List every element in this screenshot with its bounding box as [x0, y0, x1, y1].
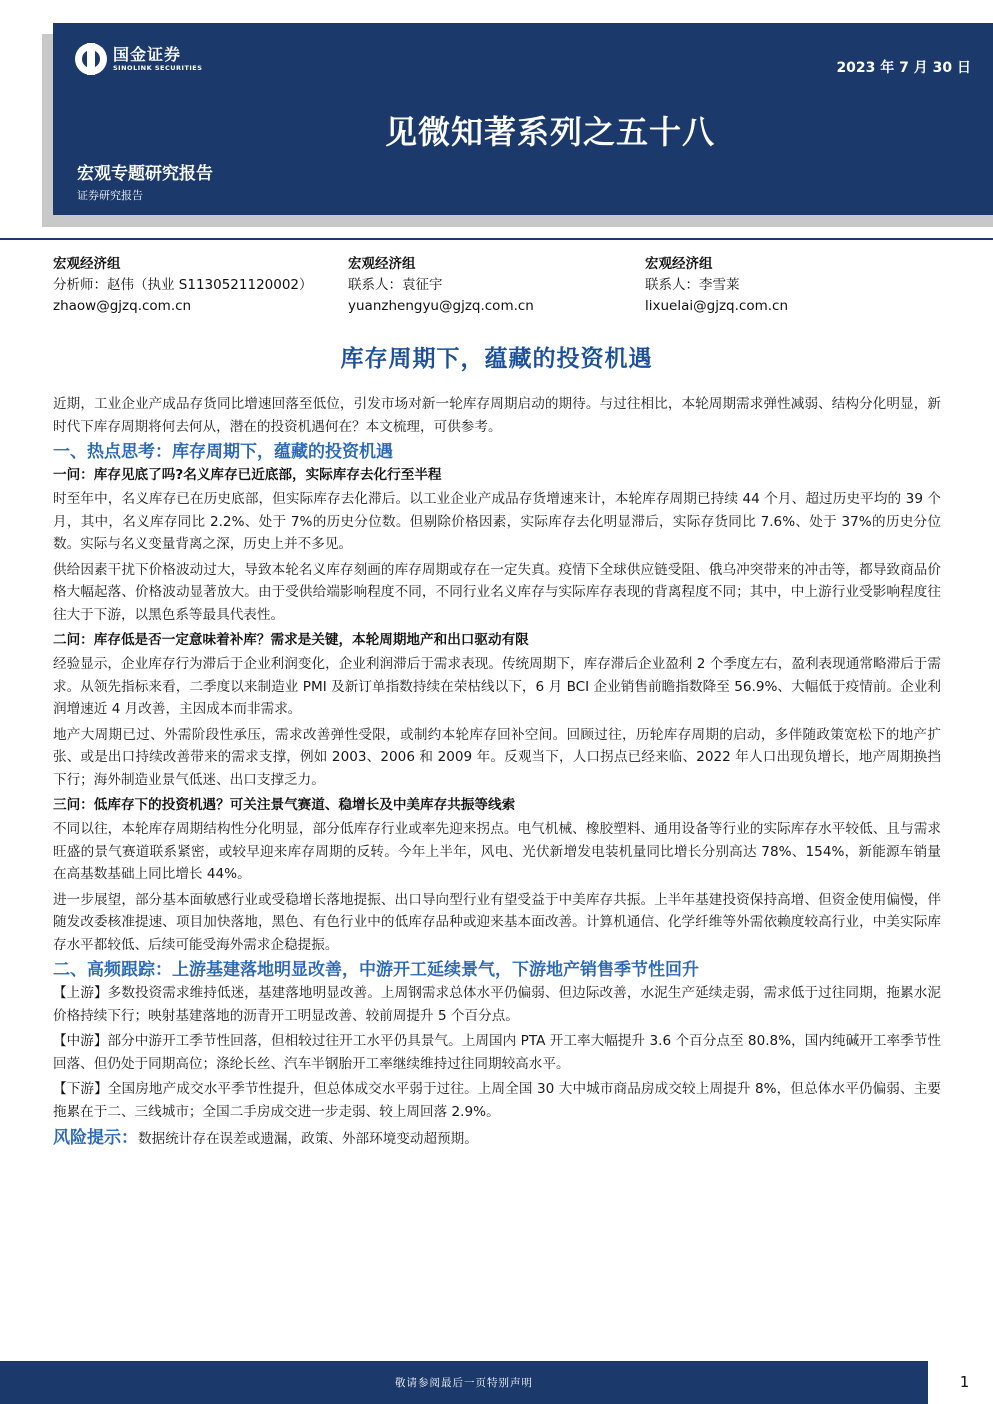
- report-date: 2023 年 7 月 30 日: [836, 60, 971, 76]
- header-banner: [53, 23, 993, 215]
- contact-group: 宏观经济组: [53, 256, 121, 272]
- section-heading-1: 一、热点思考：库存周期下，蕴藏的投资机遇: [53, 442, 393, 462]
- sinolink-logo: [75, 43, 202, 75]
- contact-email[interactable]: zhaow@gjzq.com.cn: [53, 298, 192, 314]
- upstream-paragraph: [53, 982, 941, 1027]
- risk-warning: [53, 1126, 941, 1151]
- body-paragraph: 不同以往，本轮库存周期结构性分化明显，部分低库存行业或率先迎来拐点。电气机械、橡胶塑料、通用设备等行业的实际库存水平较低、且与需求旺盛的景气赛道联系紧密，或较早迎来库存周期的反转。今年上半年，风电、光伏新增发电装机量同比增长分别高达 78%、154%，新能源车销量在高基数基础上同比增长 44%。: [53, 821, 941, 882]
- contact-block-1: [53, 254, 313, 317]
- midstream-paragraph: [53, 1030, 941, 1075]
- report-subtype: 证券研究报告: [77, 189, 143, 202]
- upstream-text: 多数投资需求维持低迷，基建落地明显改善。上周钢需求总体水平仍偏弱、但边际改善，水泥生产延续走弱，需求低于过往同期，拖累水泥价格持续下行；映射基建落地的沥青开工明显改善、较前周提升 5 个百分点。: [53, 985, 942, 1024]
- question-heading-3: 三问：低库存下的投资机遇？可关注景气赛道、稳增长及中美库存共振等线索: [53, 797, 516, 813]
- logo-mark-icon: [75, 43, 107, 75]
- body-paragraph: 供给因素干扰下价格波动过大，导致本轮名义库存刻画的库存周期或存在一定失真。疫情下全球供应链受阻、俄乌冲突带来的冲击等，都导致商品价格大幅起落、价格波动显著放大。由于受供给端影响程度不同，不同行业名义库存与实际库存表现的背离程度不同；其中，中上游行业受影响程度往往大于下游，以黑色系等最具代表性。: [53, 561, 941, 623]
- risk-label: 风险提示：: [53, 1128, 138, 1148]
- body-paragraph: 时至年中，名义库存已在历史底部，但实际库存去化滞后。以工业企业产成品存货增速来计，本轮库存周期已持续 44 个月、超过历史平均的 39 个月，其中，名义库存同比 2.2%、处于 7%的历史分位数。但剔除价格因素，实际库存去化明显滞后，实际存货同比 7.6%、处于 37%的历史分位数。实际与名义变量背离之深，历史上并不多见。: [53, 491, 941, 552]
- logo-en-text: SINOLINK SECURITIES: [113, 63, 203, 72]
- page-number: 1: [959, 1373, 970, 1391]
- question-heading-2: 二问：库存低是否一定意味着补库？需求是关键，本轮周期地产和出口驱动有限: [53, 632, 529, 648]
- footer-bar: [0, 1361, 928, 1404]
- contact-role: 分析师：赵伟（执业 S1130521120002）: [53, 277, 313, 293]
- contact-role: 联系人：袁征宇: [348, 277, 443, 293]
- question-heading-1: 一问：库存见底了吗?名义库存已近底部，实际库存去化行至半程: [53, 467, 442, 483]
- logo-cn-text: 国金证券: [113, 44, 182, 64]
- contact-role: 联系人：李雪莱: [645, 277, 740, 293]
- downstream-tag: 【下游】: [53, 1081, 108, 1097]
- downstream-text: 全国房地产成交水平季节性提升，但总体成交水平弱于过往。上周全国 30 大中城市商品房成交较上周提升 8%，但总体水平仍偏弱、主要拖累在于二、三线城市；全国二手房成交进一步走弱、较上周回落 2.9%。: [53, 1081, 941, 1120]
- contact-email[interactable]: lixuelai@gjzq.com.cn: [645, 298, 788, 314]
- downstream-paragraph: [53, 1078, 941, 1123]
- body-paragraph: 经验显示，企业库存行为滞后于企业利润变化，企业利润滞后于需求表现。传统周期下，库存滞后企业盈利 2 个季度左右，盈利表现通常略滞后于需求。从领先指标来看，二季度以来制造业 PMI 及新订单指数持续在荣枯线以下，6 月 BCI 企业销售前瞻指数降至 56.9%、大幅低于疫情前。企业利润增速近 4 月改善，主因成本而非需求。: [53, 656, 941, 717]
- footer-disclaimer: 敬请参阅最后一页特别声明: [395, 1377, 533, 1389]
- midstream-tag: 【中游】: [53, 1033, 108, 1049]
- risk-text: 数据统计存在误差或遗漏，政策、外部环境变动超预期。: [138, 1131, 478, 1147]
- contact-block-3: [645, 254, 788, 317]
- intro-paragraph: 近期，工业企业产成品存货同比增速回落至低位，引发市场对新一轮库存周期启动的期待。与过往相比，本轮周期需求弹性减弱、结构分化明显，新时代下库存周期将何去何从，潜在的投资机遇何在？本文梳理，可供参考。: [53, 396, 941, 435]
- body-paragraph: 进一步展望，部分基本面敏感行业或受稳增长落地提振、出口导向型行业有望受益于中美库存共振。上半年基建投资保持高增、但资金使用偏慢，伴随发改委核准提速、项目加快落地，黑色、有色行业中的低库存品种或迎来基本面改善。计算机通信、化学纤维等外需依赖度较高行业，中美实际库存水平都较低、后续可能受海外需求企稳提振。: [53, 891, 941, 953]
- upstream-tag: 【上游】: [53, 985, 108, 1001]
- series-title: 见微知著系列之五十八: [385, 113, 716, 151]
- report-type: 宏观专题研究报告: [77, 164, 213, 184]
- body-paragraph: 地产大周期已过、外需阶段性承压，需求改善弹性受限，或制约本轮库存回补空间。回顾过往，历轮库存周期的启动，多伴随政策宽松下的地产扩张、或是出口持续改善带来的需求支撑，例如 2003、2006 和 2009 年。反观当下，人口拐点已经来临、2022 年人口出现负增长，地产周期换挡下行；海外制造业景气低迷、出口支撑乏力。: [53, 726, 941, 788]
- section-heading-2: 二、高频跟踪：上游基建落地明显改善，中游开工延续景气，下游地产销售季节性回升: [53, 960, 699, 980]
- contact-group: 宏观经济组: [645, 256, 713, 272]
- main-title: 库存周期下，蕴藏的投资机遇: [340, 346, 653, 372]
- contact-block-2: [348, 254, 534, 317]
- header-divider: [0, 238, 993, 240]
- report-body: [53, 393, 941, 1151]
- contact-email[interactable]: yuanzhengyu@gjzq.com.cn: [348, 298, 534, 314]
- midstream-text: 部分中游开工季节性回落，但相较过往开工水平仍具景气。上周国内 PTA 开工率大幅提升 3.6 个百分点至 80.8%，国内纯碱开工率季节性回落、但仍处于同期高位；涤纶长丝、汽车半钢胎开工率继续维持过往同期较高水平。: [53, 1033, 942, 1072]
- contact-group: 宏观经济组: [348, 256, 416, 272]
